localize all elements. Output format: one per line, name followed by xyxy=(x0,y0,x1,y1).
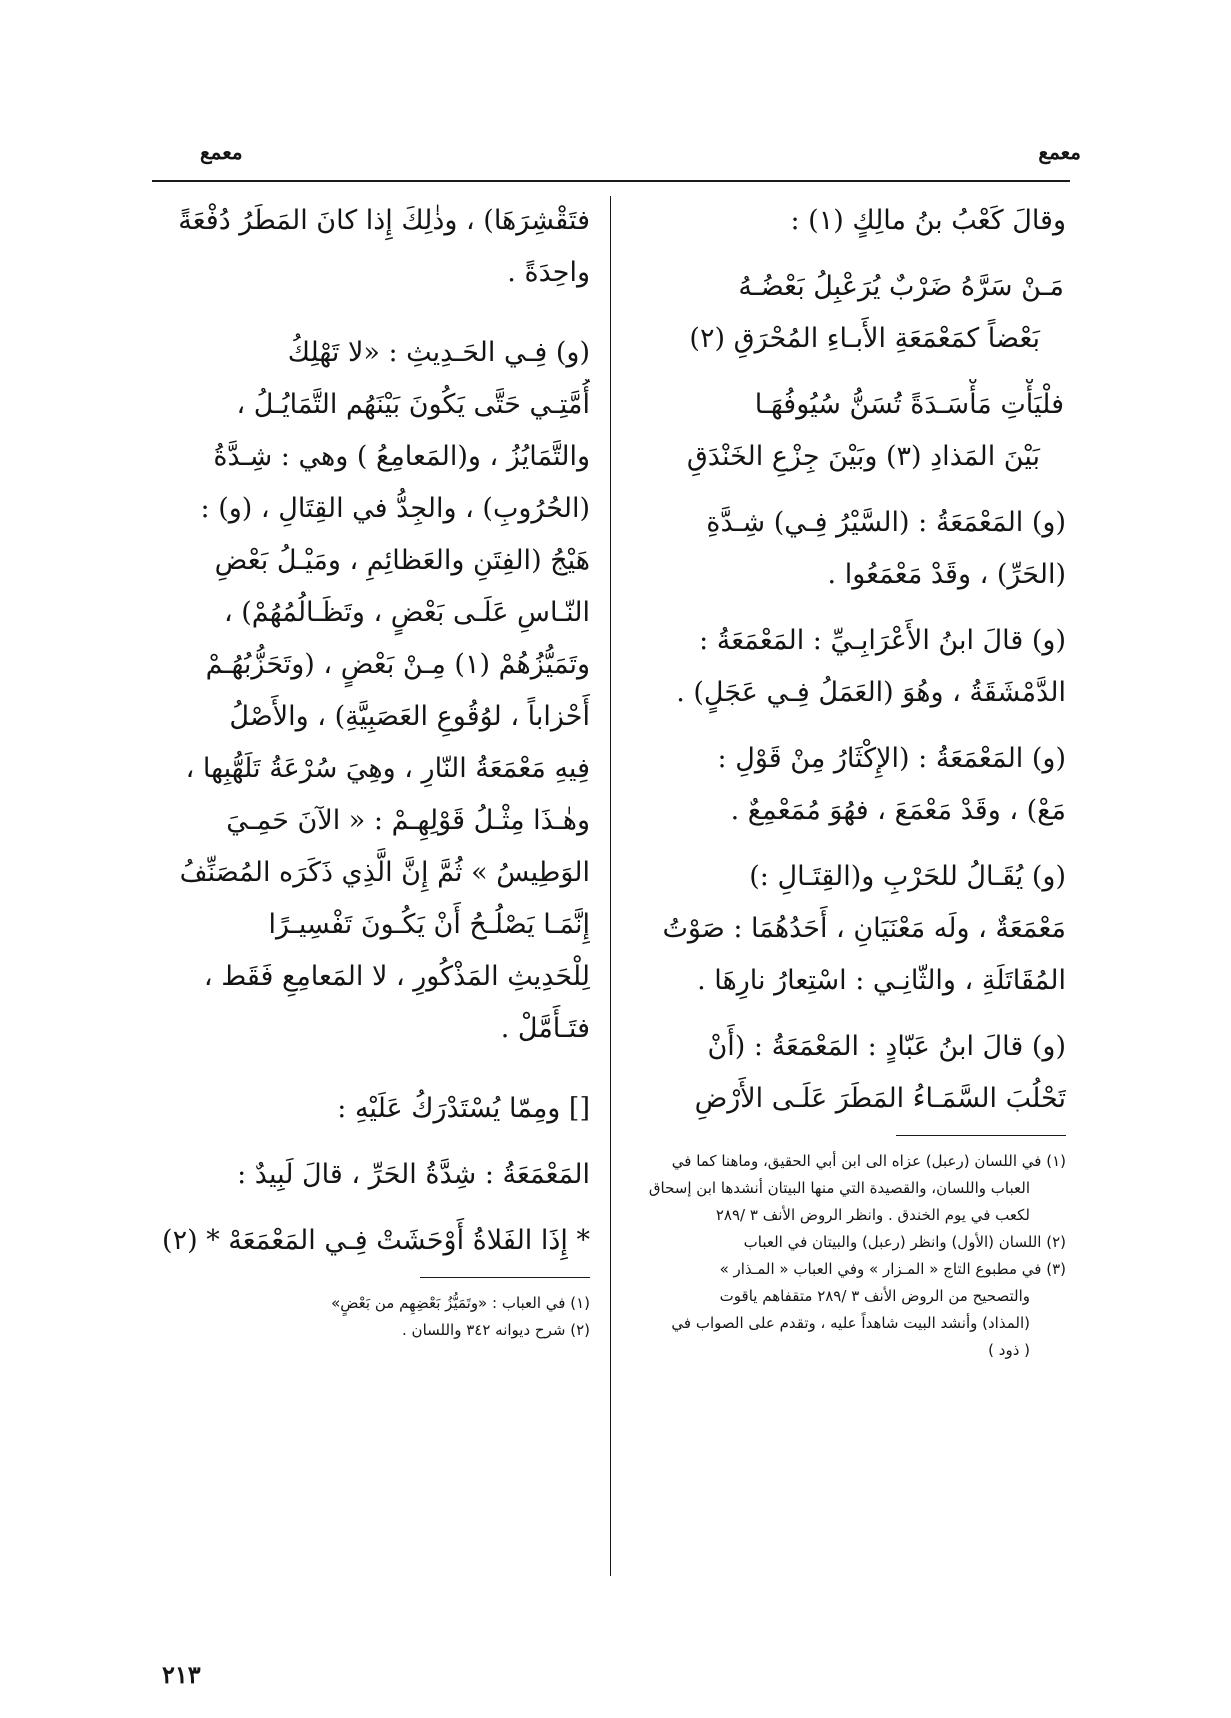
text-line: مَعْمَعَةٌ ، ولَه مَعْنَيَانِ ، أَحَدُهُمَا : صَوْتُ xyxy=(662,913,1066,944)
text-line: المَعْمَعَةُ : شِدَّةُ الحَرِّ ، قالَ لَبِيدٌ : xyxy=(237,1159,590,1190)
text-line: (و) المَعْمَعَةُ : (الإِكْثَارُ مِنْ قَوْلِ : xyxy=(717,743,1066,774)
page-number: ٢١٣ xyxy=(162,1660,201,1689)
left-column xyxy=(150,195,590,1344)
text-line: وهٰـذَا مِثْـلُ قَوْلِهِـمْ : « الآنَ حَمِـيَ xyxy=(226,805,590,836)
text-line: [] ومِمّا يُسْتَدْرَكُ عَلَيْهِ : xyxy=(337,1093,590,1124)
text-line: تَحْلُبَ السَّمَـاءُ المَطَرَ عَلَـى الأَرْضِ xyxy=(694,1083,1066,1114)
footnote-rule xyxy=(896,1135,1066,1136)
right-column xyxy=(630,195,1066,1364)
text-line: الوَطِيسُ » ثُمَّ إِنَّ الَّذِي ذَكَرَه المُصَنِّفُ xyxy=(179,857,590,888)
footnote-rule xyxy=(420,1277,590,1278)
text-line: (و) فِـي الحَـدِيثِ : «لا تَهْلِكُ xyxy=(287,337,590,368)
text-line: أُمَّتِـي حَتَّى يَكُونَ بَيْنَهُم التَّمَايُـلُ ، xyxy=(236,389,590,420)
footnote-line: والتصحيح من الروض الأنف ٣ /٢٨٩ متقفاهم ياقوت xyxy=(719,1287,1030,1305)
footnote-line: لكعب في يوم الخندق . وانظر الروض الأنف ٣ /٢٨٩ xyxy=(715,1206,1030,1224)
footnote-line: (١) في العباب : «وتَمَيُّزُ بَعْضِهِم من بَعْضٍ» xyxy=(331,1294,590,1312)
text-line: (الحُرُوبِ) ، والجِدُّ في القِتَالِ ، (و) : xyxy=(200,493,590,524)
text-line: (و) يُقَـالُ للحَرْبِ و(القِتَـالِ :) xyxy=(749,861,1066,892)
text-line: فتَقْشِرَهَا) ، وذٰلِكَ إِذا كانَ المَطَرُ دُفْعَةً xyxy=(178,205,590,236)
column-divider xyxy=(610,196,611,1576)
text-line: إِنَّمَـا يَصْلُـحُ أَنْ يَكُـونَ تَفْسِيـرًا xyxy=(268,909,590,940)
text-line: الدَّمْشَقَةُ ، وهُوَ (العَمَلُ فِـي عَجَلٍ) . xyxy=(676,677,1066,708)
running-head-left: معمع xyxy=(200,140,243,164)
header-rule xyxy=(152,180,1070,182)
text-line: المُقَاتَلَةِ ، والثّانِـي : اسْتِعارُ نارِهَا . xyxy=(697,965,1066,996)
verse-line: مَـنْ سَرَّهُ ضَرْبٌ يُرَعْبِلُ بَعْضُـهُ xyxy=(738,271,1064,302)
footnote-line: (المذاد) وأنشد البيت شاهداً عليه ، وتقدم على الصواب في xyxy=(671,1314,1030,1332)
text-line: والتَّمَايُزُ ، و(المَعامِعُ ) وهي : شِـدَّةُ xyxy=(213,441,590,472)
text-line: فتَـأَمَّلْ . xyxy=(500,1013,590,1044)
text-line: النّـاسِ عَلَـى بَعْضٍ ، وتَظَـالُمُهُمْ) ، xyxy=(223,597,590,628)
verse-line: بَعْضاً كمَعْمَعَةِ الأَبـاءِ المُحْرَقِ (٢) xyxy=(689,323,1040,354)
text-line: واحِدَةً . xyxy=(507,257,590,288)
text-line: (و) قالَ ابنُ عَبّادٍ : المَعْمَعَةُ : (أَنْ xyxy=(707,1031,1066,1062)
verse-line: * إِذَا الفَلاةُ أَوْحَشَتْ فِـي المَعْمَعَهْ * (٢) xyxy=(162,1225,590,1256)
footnote-line: (٣) في مطبوع التاج « المـزار » وفي العباب « المـذار » xyxy=(719,1260,1066,1278)
footnote-line: العباب واللسان، والقصيدة التي منها البيتان أنشدها ابن إسحاق xyxy=(648,1179,1030,1197)
text-line: (و) قالَ ابنُ الأَعْرَابِـيِّ : المَعْمَعَةُ : xyxy=(699,625,1066,656)
text-line: وقالَ كَعْبُ بنُ مالِكٍ (١) : xyxy=(790,205,1066,236)
text-line: (و) المَعْمَعَةُ : (السَّيْرُ فِـي) شِـدَّةِ xyxy=(706,507,1066,538)
verse-line: فلْيَأْتِ مَأْسَـدَةً تُسَنُّ سُيُوفُهَـا xyxy=(754,389,1064,420)
text-line: فِيهِ مَعْمَعَةُ النّارِ ، وهِيَ سُرْعَةُ تَلَهُّبِها ، xyxy=(185,753,590,784)
text-line: مَعْ) ، وقَدْ مَعْمَعَ ، فهُوَ مُمَعْمِعٌ . xyxy=(730,795,1066,826)
verse-line: بَيْنَ المَذادِ (٣) وبَيْنَ جِزْعِ الخَنْدَقِ xyxy=(686,441,1040,472)
footnote-line: (٢) اللسان (الأول) وانظر (رعبل) والبيتان في العباب xyxy=(743,1233,1066,1251)
footnote-line: ( ذود ) xyxy=(988,1341,1030,1359)
text-line: لِلْحَدِيثِ المَذْكُورِ ، لا المَعامِعِ فَقَط ، xyxy=(203,961,590,992)
running-head-right: معمع xyxy=(1038,140,1081,164)
text-line: هَيْجُ (الفِتَنِ والعَظائِمِ ، ومَيْـلُ بَعْضِ xyxy=(214,545,590,576)
footnote-line: (١) في اللسان (رعبل) عزاه الى ابن أبي الحقيق، وماهنا كما في xyxy=(671,1152,1066,1170)
text-line: وتَمَيُّزُهُمْ (١) مِـنْ بَعْضٍ ، (وتَحَزُّبُهُـمْ xyxy=(205,649,590,680)
text-line: (الحَرِّ) ، وقَدْ مَعْمَعُوا . xyxy=(827,559,1066,590)
footnote-line: (٢) شرح ديوانه ٣٤٢ واللسان . xyxy=(402,1321,590,1339)
text-line: أَحْزاباً ، لوُقُوعِ العَصَبِيَّةِ) ، والأَصْلُ xyxy=(229,701,590,732)
